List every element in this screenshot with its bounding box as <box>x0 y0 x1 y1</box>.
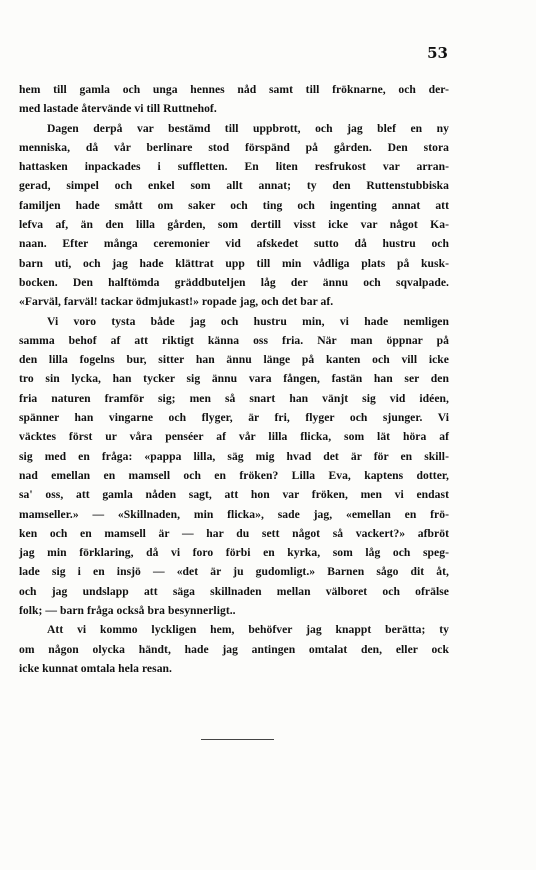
text-line: Att vi kommo lyckligen hem, behöfver jag knappt berätta; ty <box>47 623 449 637</box>
text-line: med lastade återvände vi till Ruttnehof. <box>19 102 217 116</box>
text-line: folk; — barn fråga också bra besynnerligt.. <box>19 604 236 618</box>
text-line: hem till gamla och unga hennes nåd samt till fröknarne, och der- <box>19 83 449 96</box>
body-text <box>19 80 449 678</box>
text-line: jag min förklaring, då vi foro förbi en kyrka, som låg och speg- <box>19 546 449 560</box>
text-line: och jag undslapp att säga skillnaden mellan välboret och ofrälse <box>19 584 449 598</box>
text-line: spänner han vingarne och flyger, är fri, flyger och sjunger. Vi <box>19 411 449 425</box>
text-line: «Farväl, farväl! tackar ödmjukast!» ropade jag, och det bar af. <box>19 295 334 309</box>
text-line: fria naturen framför sig; men så snart han vänjt sig vid idéen, <box>19 391 449 405</box>
text-line: sig med en fråga: «pappa lilla, säg mig hvad det är för en skill- <box>19 449 449 463</box>
text-line: Dagen derpå var bestämd till uppbrott, och jag blef en ny <box>47 121 449 135</box>
text-line: väcktes först ur våra penséer af vår lilla flicka, som lät höra af <box>19 430 449 444</box>
text-line: samma behof af att riktigt känna oss fria. När man öppnar på <box>19 333 449 347</box>
text-line: lefva af, än den lilla gården, som dertill visst icke var något Ka- <box>19 218 449 232</box>
text-line: sa' oss, att gamla nåden sagt, att hon var fröken, men vi endast <box>19 488 449 502</box>
text-line: barn uti, och jag hade klättrat upp till min vådliga plats på kusk- <box>19 256 449 270</box>
text-line: icke kunnat omtala hela resan. <box>19 661 172 675</box>
text-line: mamseller.» — «Skillnaden, min flicka», sade jag, «emellan en frö- <box>19 507 449 521</box>
text-line: nad emellan en mamsell och en fröken? Lilla Eva, kaptens dotter, <box>19 468 449 482</box>
text-line: menniska, då vår berlinare stod förspänd på gården. Den stora <box>19 140 449 154</box>
text-line: Vi voro tysta både jag och hustru min, vi hade nemligen <box>47 314 449 328</box>
section-divider-rule <box>201 739 274 740</box>
text-line: naan. Efter många ceremonier vid afskedet sutto då hustru och <box>19 237 449 251</box>
text-line: gerad, simpel och enkel som allt annat; ty den Ruttenstubbiska <box>19 179 449 193</box>
text-line: ken och en mamsell är — har du sett något så vackert?» afbröt <box>19 526 449 540</box>
page-number: 53 <box>427 44 448 62</box>
text-line: hattasken inpackades i suffletten. En liten resfrukost var arran- <box>19 160 449 174</box>
text-line: tro sin lycka, han tycker sig ännu vara fången, fastän han ser den <box>19 372 449 386</box>
text-line: familjen hade smått om saker och ting och ingenting annat att <box>19 198 449 212</box>
text-line: om någon olycka händt, hade jag antingen omtalat den, eller ock <box>19 642 449 656</box>
text-line: den lilla fogelns bur, sitter han ännu länge på kanten och vill icke <box>19 353 449 367</box>
text-line: bocken. Den halftömda gräddbuteljen låg der ännu och sqvalpade. <box>19 275 449 289</box>
text-line: lade sig i en insjö — «det är ju gudomligt.» Barnen sågo dit åt, <box>19 565 449 579</box>
